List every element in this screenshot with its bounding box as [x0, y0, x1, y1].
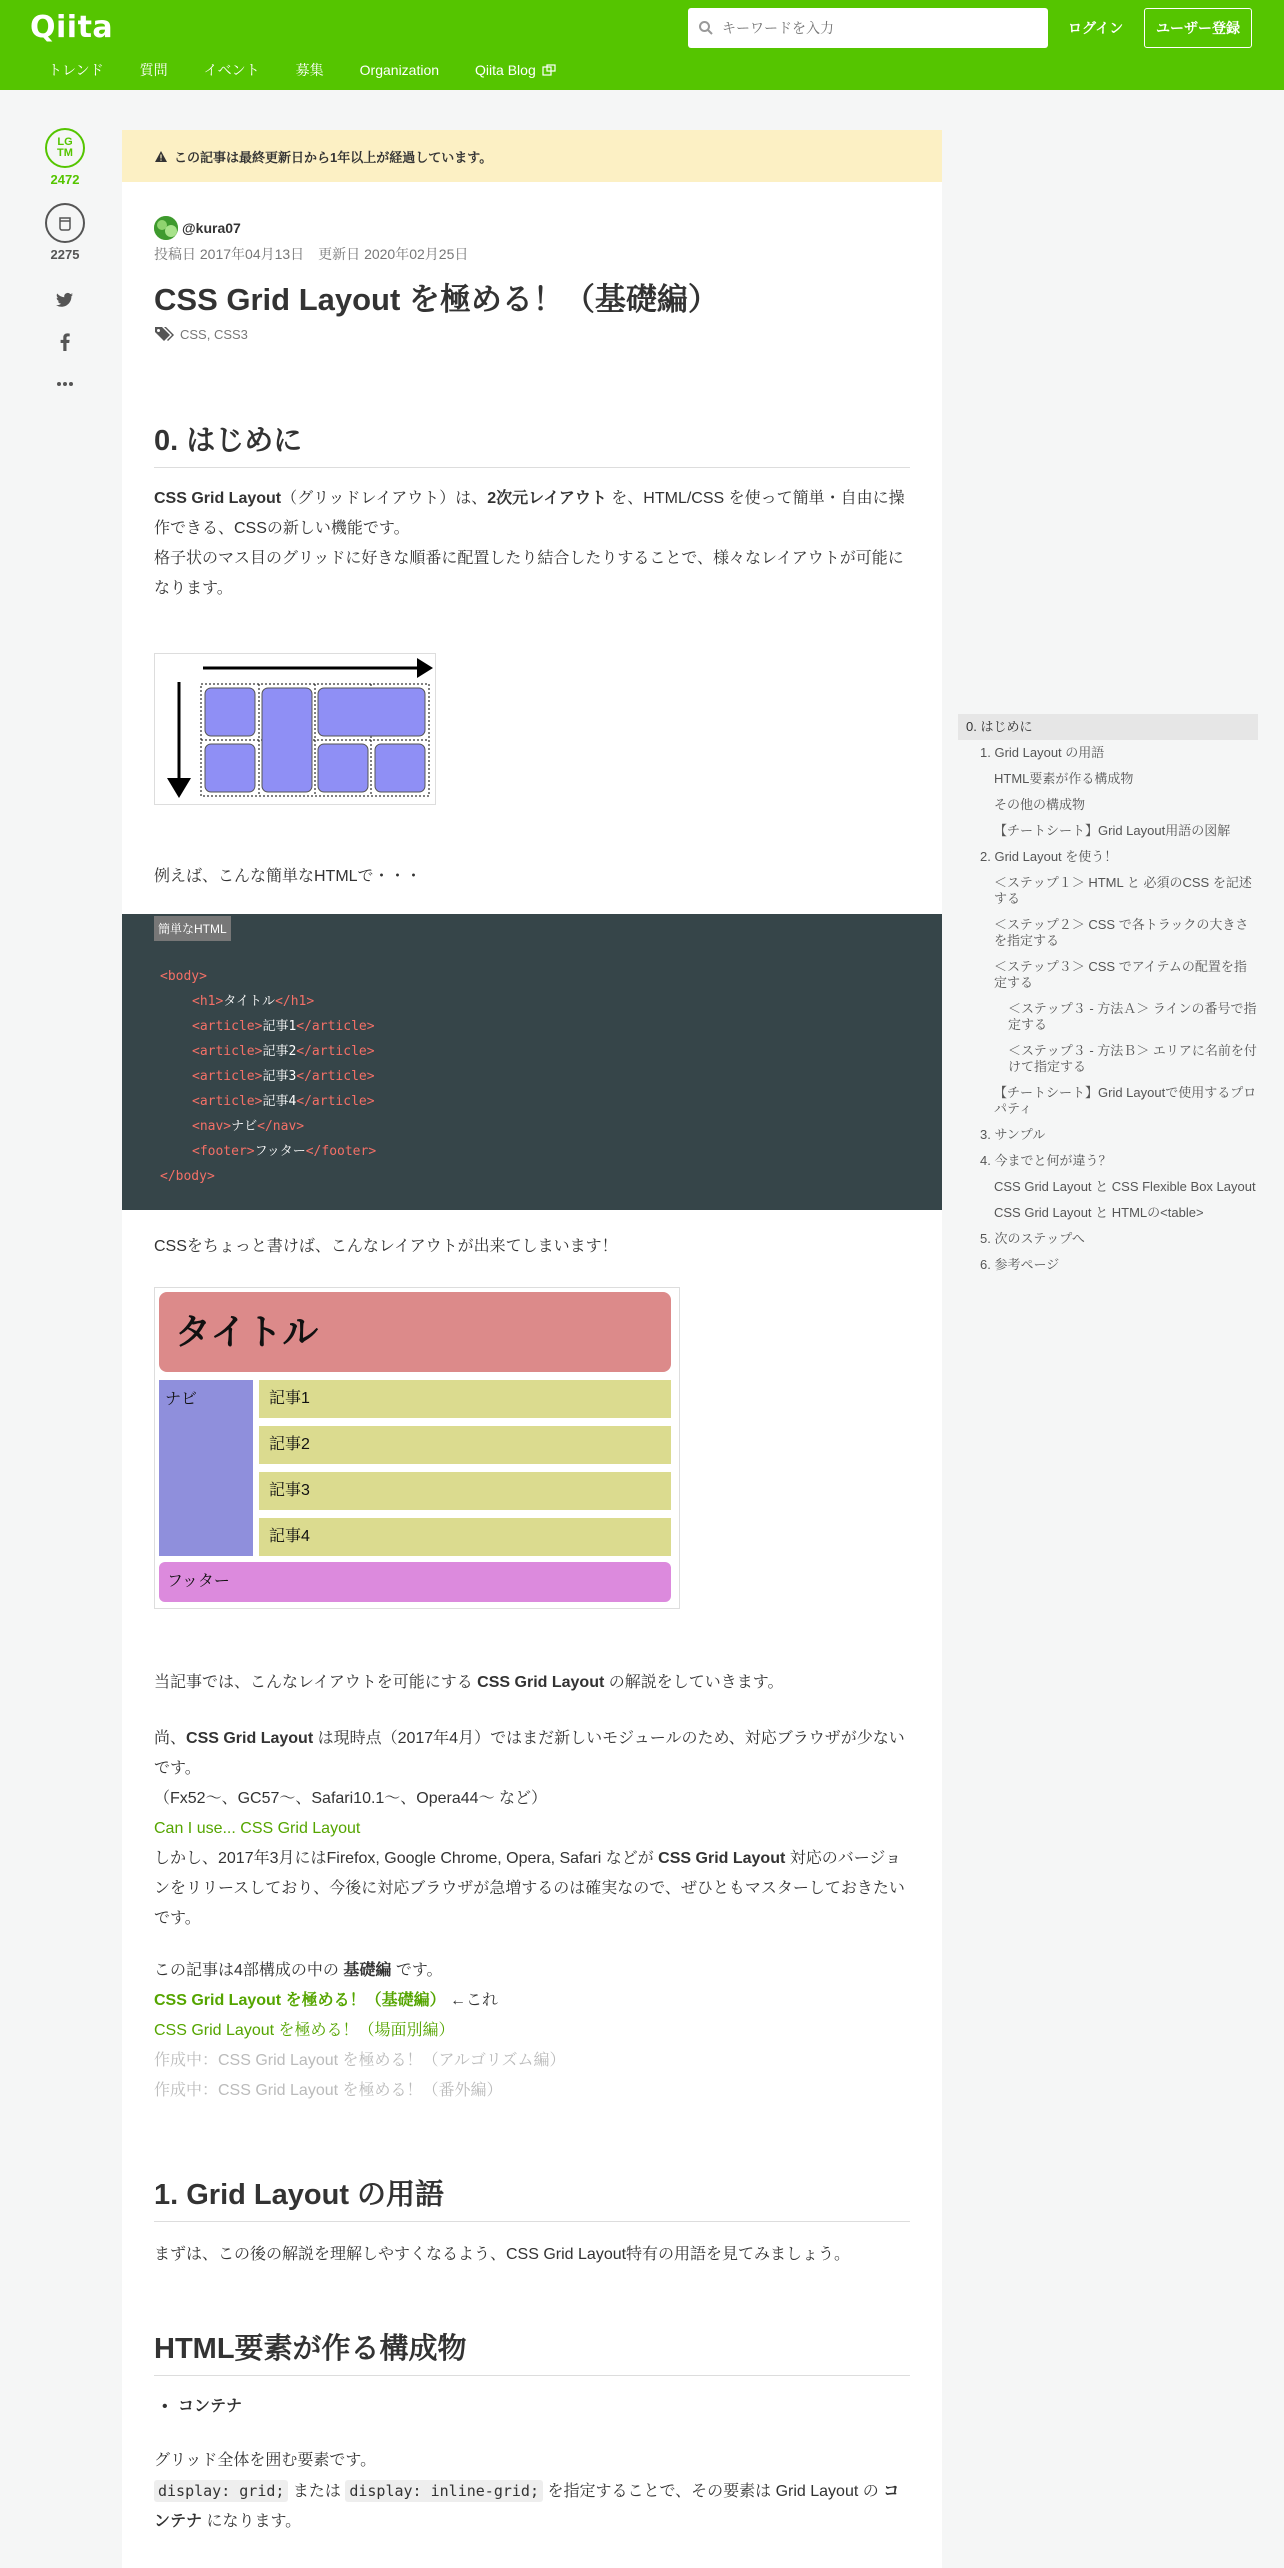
series-item-algorithm: 作成中：CSS Grid Layout を極める！（アルゴリズム編） [154, 2052, 566, 2069]
heading-terms: 1. Grid Layout の用語 [154, 2172, 910, 2222]
text: しかし、2017年3月にはFirefox, Google Chrome, Opera, Safari などが [154, 1850, 659, 1867]
code-lines [160, 964, 376, 1189]
toc-item[interactable]: ＜ステップ１＞ HTML と 必須のCSS を記述する [994, 875, 1252, 906]
nav-recruit[interactable] [296, 60, 324, 80]
example-intro: 例えば、こんな簡単なHTMLで・・・ [154, 868, 422, 885]
warning-icon [154, 150, 168, 163]
term: CSS Grid Layout [658, 1850, 786, 1867]
code-line [160, 964, 376, 989]
toc-item[interactable]: 【チートシート】Grid Layoutで使用するプロパティ [994, 1085, 1257, 1116]
intro-paragraph [154, 484, 910, 604]
grid-diagram-image [154, 653, 436, 805]
code-tag: <nav> [192, 1119, 232, 1134]
author[interactable] [154, 216, 241, 240]
code-tag: </nav> [257, 1119, 305, 1134]
code-text: 記事3 [262, 1069, 297, 1084]
layout-demo [154, 1287, 680, 1609]
inline-code: display: inline-grid; [345, 2480, 543, 2502]
code-block [122, 914, 942, 1210]
signup-button[interactable]: ユーザー登録 [1144, 8, 1252, 48]
series-link-scenes[interactable]: CSS Grid Layout を極める！（場面別編） [154, 2022, 455, 2039]
nav-events[interactable] [204, 60, 260, 80]
text: この記事は4部構成の中の [154, 1962, 344, 1979]
external-link-icon [542, 64, 556, 76]
code-line [160, 1114, 376, 1139]
code-tag: <article> [192, 1069, 263, 1084]
tags-text[interactable]: CSS, CSS3 [180, 326, 248, 342]
facebook-icon[interactable] [53, 330, 77, 354]
code-text: ナビ [231, 1119, 258, 1134]
toc-item[interactable]: 1. Grid Layout の用語 [980, 745, 1105, 760]
search-box[interactable] [688, 8, 1048, 48]
demo-article: 記事4 [259, 1518, 671, 1556]
nav-label: イベント [203, 62, 260, 78]
series-link-basic[interactable]: CSS Grid Layout を極める！（基礎編） [154, 1992, 446, 2009]
code-tag: <body> [160, 969, 207, 984]
nav-label: 募集 [295, 62, 324, 78]
twitter-icon[interactable] [53, 288, 77, 312]
demo-article: 記事1 [259, 1380, 671, 1418]
toc-item[interactable]: 3. サンプル [980, 1127, 1046, 1142]
layout-intro: CSSをちょっと書けば、こんなレイアウトが出来てしまいます！ [154, 1238, 618, 1255]
code-tag: </body> [160, 1169, 215, 1184]
toc-item[interactable]: 5. 次のステップへ [980, 1231, 1085, 1246]
code-label: 簡単なHTML [154, 916, 231, 941]
terms-intro: まずは、この後の解説を理解しやすくなるよう、CSS Grid Layout特有の用語を見てみましょう。 [154, 2246, 851, 2263]
warning-text: この記事は最終更新日から1年以上が経過しています。 [174, 149, 493, 165]
nav-organization[interactable] [360, 60, 439, 80]
text: （グリッドレイアウト）は、 [281, 490, 488, 507]
toc-item[interactable]: 6. 参考ページ [980, 1257, 1060, 1272]
text: 当記事では、こんなレイアウトを可能にする [154, 1674, 478, 1691]
avatar[interactable] [154, 216, 178, 240]
lgtm-button[interactable] [45, 128, 85, 168]
code-text: フッター [254, 1144, 306, 1159]
text: 尚、 [154, 1730, 187, 1747]
more-icon[interactable] [53, 372, 77, 396]
toc-item[interactable]: CSS Grid Layout と HTMLの<table> [994, 1205, 1204, 1220]
code-line [160, 1064, 376, 1089]
demo-article: 記事2 [259, 1426, 671, 1464]
text: になります。 [202, 2513, 302, 2530]
stale-warning [122, 130, 942, 182]
term: コンテナ [154, 2483, 900, 2530]
code-text: タイトル [223, 994, 276, 1009]
table-of-contents [958, 714, 1258, 1278]
article-title: CSS Grid Layout を極める！（基礎編） [154, 282, 719, 317]
code-tag: <h1> [192, 994, 224, 1009]
toc-item[interactable]: 2. Grid Layout を使う！ [980, 849, 1118, 864]
stock-icon [56, 214, 74, 232]
stock-count: 2275 [50, 247, 80, 262]
term: CSS Grid Layout [186, 1730, 314, 1747]
code-tag: </h1> [275, 994, 315, 1009]
text: グリッド全体を囲む要素です。 [154, 2452, 377, 2469]
demo-title: タイトル [159, 1292, 671, 1372]
toc-item[interactable]: その他の構成物 [994, 797, 1086, 812]
nav-label: Organization [359, 62, 440, 78]
login-link[interactable]: ログイン [1068, 20, 1124, 36]
qiita-logo[interactable]: Qiita [30, 10, 114, 45]
inline-code: display: grid; [154, 2480, 288, 2502]
article-actions [36, 128, 94, 396]
text: は現時点（2017年4月）ではまだ新しいモジュールのため、対応ブラウザが少ないです。 [154, 1730, 905, 1777]
support-paragraph [154, 1724, 910, 1934]
code-tag: </article> [296, 1044, 375, 1059]
nav-label: Qiita Blog [475, 62, 536, 78]
term-2d-layout: 2次元レイアウト [487, 490, 607, 507]
term: 基礎編 [343, 1962, 392, 1979]
code-line [160, 1014, 376, 1039]
demo-nav: ナビ [159, 1380, 253, 1556]
text: 格子状のマス目のグリッドに好きな順番に配置したり結合したりすることで、様々なレイアウトが可能になります。 [154, 550, 904, 597]
post-dates: 投稿日 2017年04月13日 更新日 2020年02月25日 [154, 246, 469, 262]
caniuse-link[interactable]: Can I use... CSS Grid Layout [154, 1820, 361, 1837]
demo-article: 記事3 [259, 1472, 671, 1510]
code-tag: </article> [296, 1069, 375, 1084]
text: （Fx52～、GC57～、Safari10.1～、Opera44～ など） [154, 1790, 548, 1807]
demo-footer: フッター [159, 1562, 671, 1602]
author-name[interactable]: @kura07 [182, 220, 241, 236]
lgtm-count: 2472 [50, 172, 80, 187]
term-grid-layout: CSS Grid Layout [154, 490, 282, 507]
code-text: 記事4 [262, 1094, 297, 1109]
list-item [154, 2392, 910, 2422]
code-line [160, 989, 376, 1014]
toc-item[interactable]: ＜ステップ２＞ CSS で各トラックの大きさを指定する [994, 917, 1249, 948]
summary-paragraph [154, 1668, 910, 1698]
global-nav [48, 60, 592, 80]
nav-qiita-blog[interactable] [475, 60, 556, 80]
nav-label: トレンド [48, 62, 104, 78]
text: または [288, 2483, 346, 2500]
nav-label: 質問 [139, 62, 168, 78]
code-tag: <article> [192, 1019, 263, 1034]
text: です。 [391, 1962, 443, 1979]
text: を、HTML/CSS を使って簡単・自由に操作できる、CSSの新しい機能です。 [154, 490, 905, 537]
code-line [160, 1139, 376, 1164]
toc-item[interactable]: CSS Grid Layout と CSS Flexible Box Layout [994, 1179, 1256, 1194]
code-line [160, 1089, 376, 1114]
toc-item[interactable]: 0. はじめに [958, 714, 1258, 740]
search-input[interactable] [722, 20, 1022, 36]
toc-item[interactable]: ＜ステップ３＞ CSS でアイテムの配置を指定する [994, 959, 1247, 990]
heading-html-elements: HTML要素が作る構成物 [154, 2326, 910, 2376]
text: 対応のバージョンをリリースしており、今後に対応ブラウザが急増するのは確実なので、ぜひともマスターしておきたいです。 [154, 1850, 905, 1927]
text: の解説をしていきます。 [604, 1674, 784, 1691]
container-description [154, 2446, 910, 2537]
text: を指定することで、その要素は Grid Layout の [543, 2483, 884, 2500]
code-tag: <article> [192, 1094, 263, 1109]
code-tag: <article> [192, 1044, 263, 1059]
nav-trend[interactable] [48, 60, 104, 80]
toc-item[interactable]: HTML要素が作る構成物 [994, 771, 1134, 786]
text: ←これ [445, 1992, 499, 2009]
code-text: 記事1 [262, 1019, 297, 1034]
code-tag: </article> [296, 1094, 375, 1109]
bullet: • [162, 2398, 168, 2415]
search-icon [698, 20, 714, 36]
code-line [160, 1039, 376, 1064]
code-tag: <footer> [192, 1144, 255, 1159]
code-tag: </article> [296, 1019, 375, 1034]
series-item-extra: 作成中：CSS Grid Layout を極める！（番外編） [154, 2082, 503, 2099]
toc-item[interactable]: ＜ステップ３ - 方法Ｂ＞ エリアに名前を付けて指定する [1008, 1043, 1257, 1074]
tags-icon [154, 326, 174, 342]
term: CSS Grid Layout [477, 1674, 605, 1691]
heading-intro: 0. はじめに [154, 418, 910, 468]
site-header [0, 0, 1284, 90]
toc-item[interactable]: ＜ステップ３ - 方法Ａ＞ ラインの番号で指定する [1008, 1001, 1257, 1032]
term-container: コンテナ [178, 2398, 243, 2415]
code-tag: </footer> [305, 1144, 377, 1159]
stock-button[interactable] [45, 203, 85, 243]
toc-item[interactable]: 4. 今までと何が違う？ [980, 1153, 1112, 1168]
code-text: 記事2 [262, 1044, 297, 1059]
toc-item[interactable]: 【チートシート】Grid Layout用語の図解 [994, 823, 1231, 838]
tag-list [154, 326, 248, 342]
article [122, 130, 942, 2568]
nav-questions[interactable] [140, 60, 168, 80]
lgtm-label: LG TM [57, 136, 73, 159]
series-paragraph [154, 1956, 910, 2106]
code-line [160, 1164, 376, 1189]
